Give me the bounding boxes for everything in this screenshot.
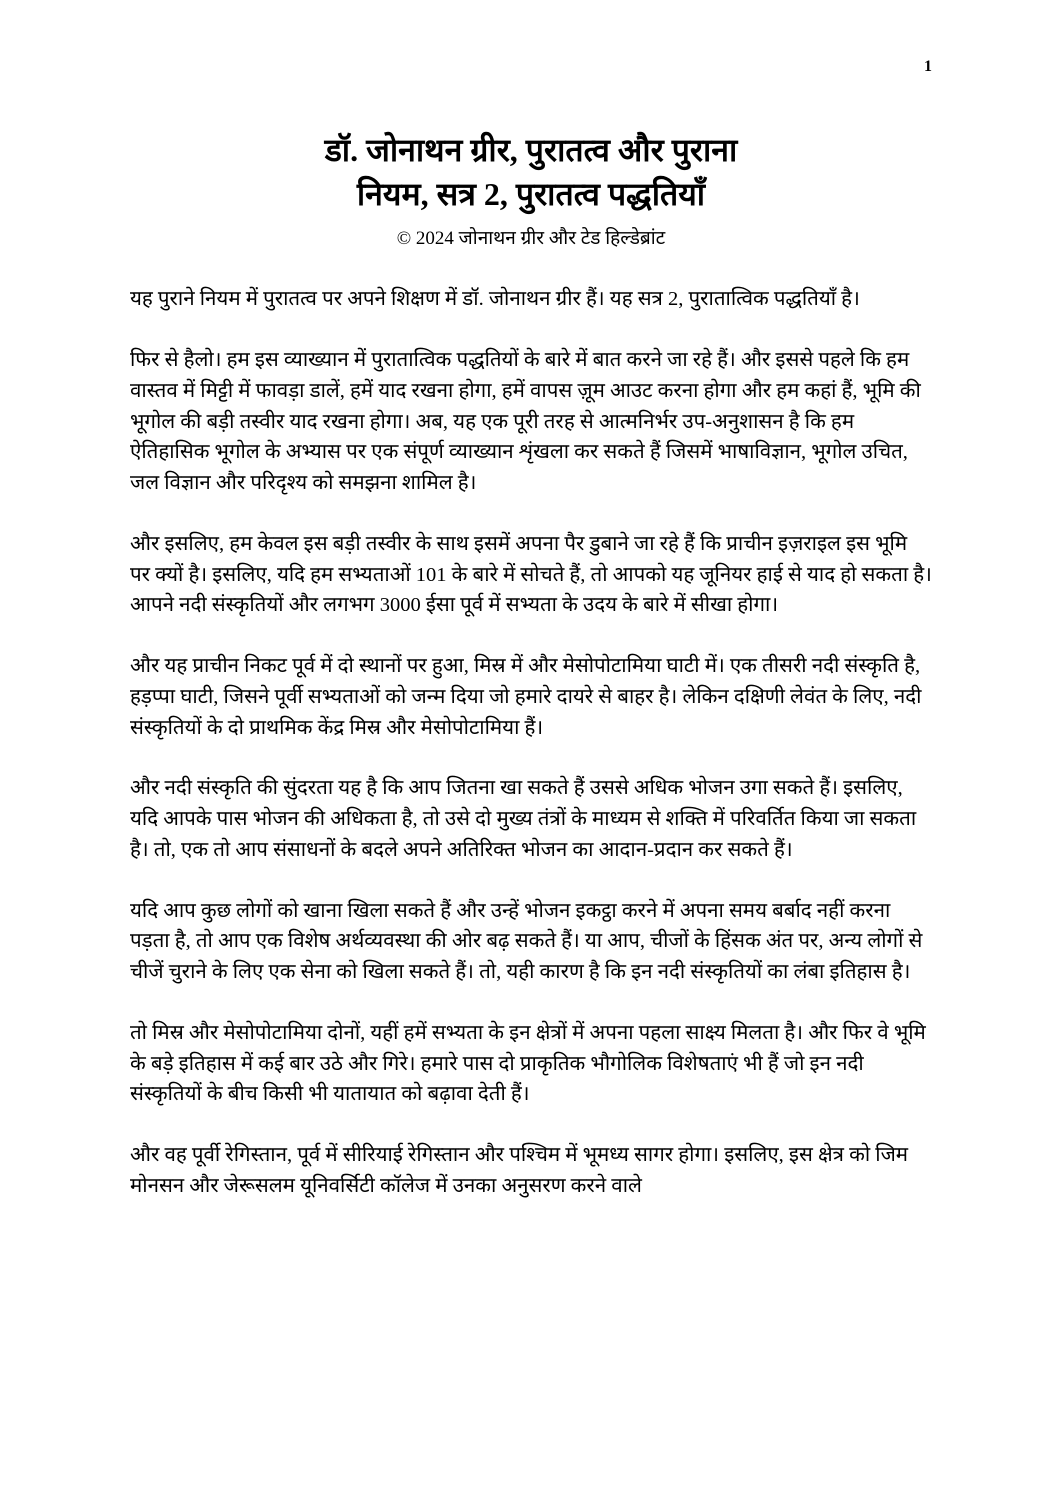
paragraph-6: यदि आप कुछ लोगों को खाना खिला सकते हैं और उन्हें भोजन इकट्ठा करने में अपना समय बर्बाद नहीं करना पड़ता है, तो आप एक विशेष अर्थव्यवस्था की ओर बढ़ सकते हैं। या आप, चीजों के हिंसक अंत पर, अन्य लोगों से चीजें चुराने के लिए एक सेना को खिला सकते हैं। तो, यही कारण है कि इन नदी संस्कृतियों का लंबा इतिहास है। [130, 899, 923, 984]
copyright-line: © 2024 जोनाथन ग्रीर और टेड हिल्डेब्रांट [396, 228, 666, 250]
page-number: 1 [924, 58, 932, 75]
title-line-1: डॉ. जोनाथन ग्रीर, पुरातत्व और पुराना [324, 132, 738, 168]
paragraph-2: फिर से हैलो। हम इस व्याख्यान में पुरातात्विक पद्धतियों के बारे में बात करने जा रहे हैं। और इससे पहले कि हम वास्तव में मिट्टी में फावड़ा डालें, हमें याद रखना होगा, हमें वापस ज़ूम आउट करना होगा और हम कहां हैं, भूमि की भूगोल की बड़ी तस्वीर याद रखना होगा। अब, यह एक पूरी तरह से आत्मनिर्भर उप-अनुशासन है कि हम ऐतिहासिक भूगोल के अभ्यास पर एक संपूर्ण व्याख्यान शृंखला कर सकते हैं जिसमें भाषाविज्ञान, भूगोल उचित, जल विज्ञान और परिदृश्य को समझना शामिल है। [130, 349, 921, 495]
document-title [130, 128, 932, 250]
paragraph-5: और नदी संस्कृति की सुंदरता यह है कि आप जितना खा सकते हैं उससे अधिक भोजन उगा सकते हैं। इसलिए, यदि आपके पास भोजन की अधिकता है, तो उसे दो मुख्य तंत्रों के माध्यम से शक्ति में परिवर्तित किया जा सकता है। तो, एक तो आप संसाधनों के बदले अपने अतिरिक्त भोजन का आदान-प्रदान कर सकते हैं। [130, 777, 917, 861]
title-line-2: नियम, सत्र 2, पुरातत्व पद्धतियाँ [356, 176, 706, 213]
paragraph-8: और वह पूर्वी रेगिस्तान, पूर्व में सीरियाई रेगिस्तान और पश्चिम में भूमध्य सागर होगा। इसलिए, इस क्षेत्र को जिम मोनसन और जेरूसलम यूनिवर्सिटी कॉलेज में उनका अनुसरण करने वाले [130, 1144, 909, 1197]
paragraph-4: और यह प्राचीन निकट पूर्व में दो स्थानों पर हुआ, मिस्र में और मेसोपोटामिया घाटी में। एक तीसरी नदी संस्कृति है, हड़प्पा घाटी, जिसने पूर्वी सभ्यताओं को जन्म दिया जो हमारे दायरे से बाहर है। लेकिन दक्षिणी लेवंत के लिए, नदी संस्कृतियों के दो प्राथमिक केंद्र मिस्र और मेसोपोटामिया हैं। [130, 655, 922, 739]
paragraph-1: यह पुराने नियम में पुरातत्व पर अपने शिक्षण में डॉ. जोनाथन ग्रीर हैं। यह सत्र 2, पुरातात्विक पद्धतियाँ है। [130, 288, 860, 311]
paragraph-3: और इसलिए, हम केवल इस बड़ी तस्वीर के साथ इसमें अपना पैर डुबाने जा रहे हैं कि प्राचीन इज़राइल इस भूमि पर क्यों है। इसलिए, यदि हम सभ्यताओं 101 के बारे में सोचते हैं, तो आपको यह जूनियर हाई से याद हो सकता है। आपने नदी संस्कृतियों और लगभग 3000 ईसा पूर्व में सभ्यता के उदय के बारे में सीखा होगा। [130, 532, 932, 617]
page-content [130, 128, 932, 1232]
body-text [130, 284, 932, 1201]
paragraph-7: तो मिस्र और मेसोपोटामिया दोनों, यहीं हमें सभ्यता के इन क्षेत्रों में अपना पहला साक्ष्य मिलता है। और फिर वे भूमि के बड़े इतिहास में कई बार उठे और गिरे। हमारे पास दो प्राकृतिक भौगोलिक विशेषताएं भी हैं जो इन नदी संस्कृतियों के बीच किसी भी यातायात को बढ़ावा देती हैं। [130, 1021, 926, 1106]
